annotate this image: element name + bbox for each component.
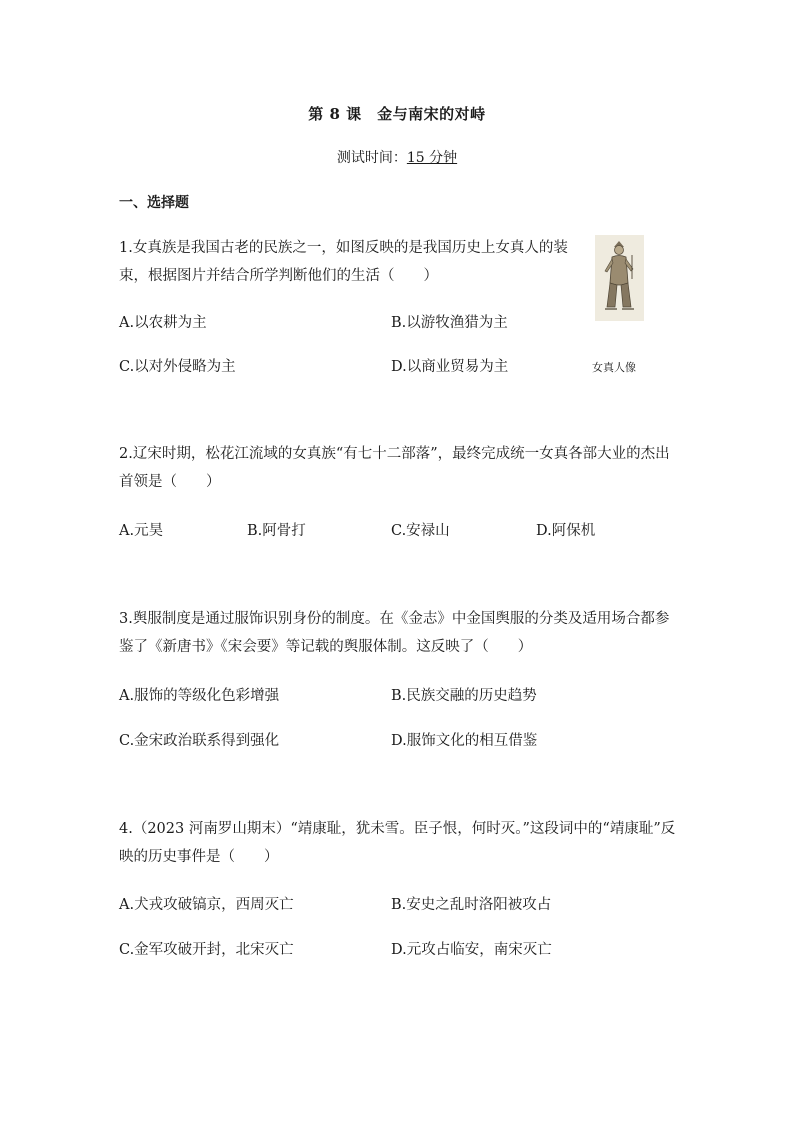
question-2-option-d: D.阿保机 — [536, 523, 596, 539]
question-1-option-d: D.以商业贸易为主 — [391, 359, 509, 375]
question-1-option-a: A.以农耕为主 — [119, 315, 207, 331]
question-1-option-b: B.以游牧渔猎为主 — [391, 315, 508, 331]
test-time-label: 测试时间： — [336, 150, 407, 166]
question-4-option-b: B.安史之乱时洛阳被攻占 — [391, 897, 552, 913]
question-3-option-c: C.金宋政治联系得到强化 — [119, 733, 280, 749]
question-2-stem: 2.辽宋时期，松花江流域的女真族“有七十二部落”，最终完成统一女真各部大业的杰出首领是（ ） — [119, 446, 670, 490]
question-1-option-c: C.以对外侵略为主 — [119, 359, 236, 375]
question-2-option-c: C.安禄山 — [391, 523, 450, 539]
question-3-option-d: D.服饰文化的相互借鉴 — [391, 733, 538, 749]
question-1-stem: 1.女真族是我国古老的民族之一，如图反映的是我国历史上女真人的装束，根据图片并结合所学判断他们的生活（ ） — [119, 240, 568, 284]
figure-caption: 女真人像 — [592, 361, 636, 374]
question-4-option-c: C.金军攻破开封，北宋灭亡 — [119, 942, 294, 958]
jurchen-portrait-image — [595, 235, 644, 321]
question-3-option-b: B.民族交融的历史趋势 — [391, 688, 537, 704]
question-4-stem: 4.（2023 河南罗山期末）“靖康耻，犹未雪。臣子恨，何时灭。”这段词中的“靖康耻”反映的历史事件是（ ） — [119, 821, 676, 865]
question-3-option-a: A.服饰的等级化色彩增强 — [119, 688, 280, 704]
jurchen-figure-icon — [595, 235, 644, 321]
question-4-option-d: D.元攻占临安，南宋灭亡 — [391, 942, 552, 958]
question-2-option-b: B.阿骨打 — [247, 523, 306, 539]
section-heading: 一、选择题 — [119, 195, 189, 211]
test-time — [0, 147, 794, 167]
question-2-option-a: A.元昊 — [119, 523, 164, 539]
test-time-value: 15 分钟 — [406, 150, 458, 166]
question-4-option-a: A.犬戎攻破镐京，西周灭亡 — [119, 897, 294, 913]
page-title: 第 8 课 金与南宋的对峙 — [308, 105, 486, 123]
question-3-stem: 3.舆服制度是通过服饰识别身份的制度。在《金志》中金国舆服的分类及适用场合都参鉴了《新唐书》《宋会要》等记载的舆服体制。这反映了（ ） — [119, 611, 670, 655]
